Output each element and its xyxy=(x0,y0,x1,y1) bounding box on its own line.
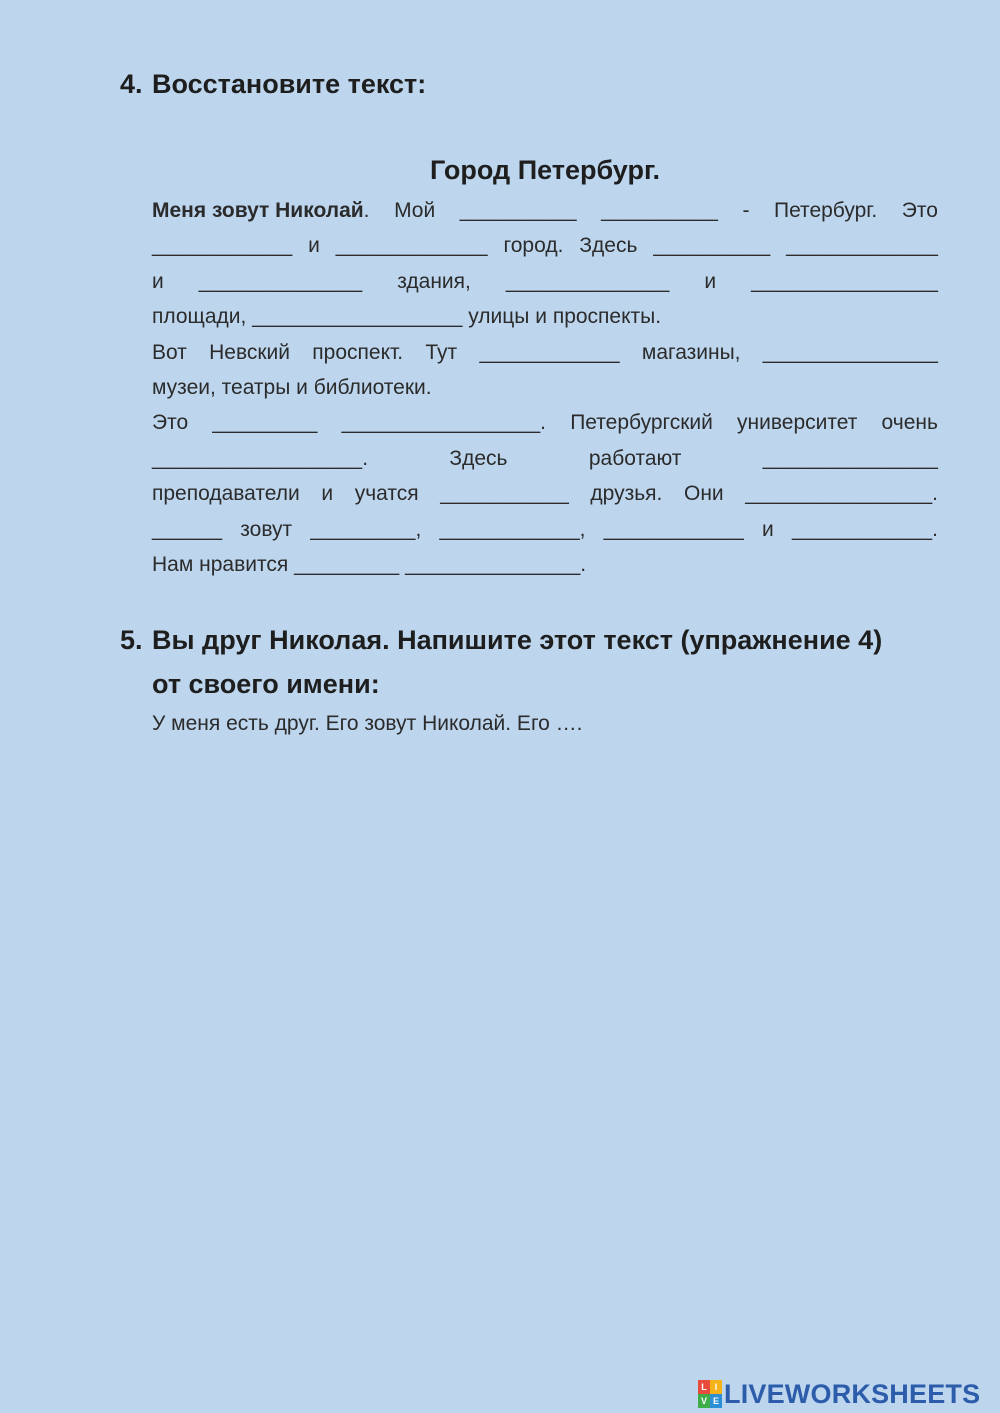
blank[interactable]: _______________ xyxy=(762,446,938,470)
story-word: Здесь xyxy=(579,234,638,258)
story-word: Здесь xyxy=(449,446,508,470)
blank[interactable]: __________ xyxy=(459,199,577,222)
blank[interactable]: ______ xyxy=(152,517,223,541)
logo-mark-letter: E xyxy=(710,1394,722,1408)
blank[interactable]: ____________ xyxy=(603,517,744,541)
story-word: очень xyxy=(881,411,938,435)
liveworksheets-logo xyxy=(698,1376,980,1412)
story-line-9 xyxy=(152,476,938,511)
story-line-2 xyxy=(152,228,938,263)
story-word: и xyxy=(321,482,334,506)
story-word: Тут xyxy=(425,340,458,364)
story-word: улицы xyxy=(468,305,530,329)
story-word: проспекты. xyxy=(552,305,662,329)
blank[interactable]: _____________ xyxy=(335,234,488,258)
story-word: Невский xyxy=(209,340,291,364)
blank[interactable]: _______________. xyxy=(405,552,587,576)
blank[interactable]: _________, xyxy=(310,517,422,541)
exercise-4-number: 4. xyxy=(120,69,143,99)
story-word: Это xyxy=(901,199,938,222)
logo-text: LIVEWORKSHEETS xyxy=(724,1378,981,1409)
blank[interactable]: _______________ xyxy=(762,340,938,364)
blank[interactable]: __________ xyxy=(653,234,771,258)
blank[interactable]: _________ xyxy=(212,411,318,435)
blank[interactable]: __________________. xyxy=(152,446,369,470)
blank[interactable]: ___________ xyxy=(440,482,569,506)
logo-mark-letter: L xyxy=(698,1380,710,1394)
story-word: друзья. xyxy=(590,482,663,506)
story-line-4 xyxy=(152,299,938,334)
story-line-10 xyxy=(152,512,938,547)
logo-mark-letter: I xyxy=(710,1380,722,1394)
blank[interactable]: _________________. xyxy=(341,411,547,435)
story-word: театры xyxy=(221,375,291,399)
story-word: учатся xyxy=(354,482,419,506)
blank[interactable]: ______________ xyxy=(505,269,670,293)
story-word: зовут xyxy=(240,517,293,541)
blank[interactable]: ________________ xyxy=(751,269,938,293)
story-line-6 xyxy=(152,370,938,405)
story-line-1 xyxy=(152,193,938,228)
story-word: музеи, xyxy=(152,375,216,399)
story-word: Мой xyxy=(394,199,436,222)
story-word: университет xyxy=(737,411,858,435)
story-word: - xyxy=(742,199,750,222)
story-word: магазины, xyxy=(641,340,741,364)
exercise-5-example: У меня есть друг. Его зовут Николай. Его …. xyxy=(152,712,583,735)
story-word: и xyxy=(535,305,547,329)
exercise-5-instruction-line-2: от своего имени: xyxy=(152,669,380,699)
blank[interactable]: ____________ xyxy=(479,340,620,364)
blank[interactable]: ____________, xyxy=(439,517,586,541)
story-word: и xyxy=(704,269,717,293)
story-line-5 xyxy=(152,335,938,370)
story-word: здания, xyxy=(397,269,471,293)
blank[interactable]: ____________ xyxy=(152,234,293,258)
period: . xyxy=(363,199,370,222)
story-word: Это xyxy=(152,411,189,435)
story-word: Петербург. xyxy=(773,199,878,222)
story-line-3 xyxy=(152,264,938,299)
story-line-8 xyxy=(152,441,938,476)
story-line-11 xyxy=(152,547,938,582)
story-word: проспект. xyxy=(312,340,404,364)
story-word: библиотеки. xyxy=(313,375,432,399)
story-line-7 xyxy=(152,405,938,440)
exercise-4-heading xyxy=(120,62,426,106)
story-word: и xyxy=(762,517,774,541)
blank[interactable]: __________________ xyxy=(252,305,463,329)
blank[interactable]: __________ xyxy=(601,199,718,222)
story-word: город. xyxy=(503,234,564,258)
blank[interactable]: ____________. xyxy=(791,517,938,541)
story-word: и xyxy=(152,269,164,293)
blank[interactable]: ________________. xyxy=(745,482,938,506)
blank[interactable]: _________ xyxy=(294,552,400,576)
story-title: Город Петербург. xyxy=(429,155,661,185)
story-word: площади, xyxy=(152,305,247,329)
story-word: работают xyxy=(588,446,682,470)
exercise-5-instruction-line-1: Вы друг Николая. Напишите этот текст (упражнение 4) xyxy=(152,625,883,655)
intro-name: Меня зовут Николай xyxy=(152,199,364,222)
story-word xyxy=(152,193,370,228)
story-word: и xyxy=(296,375,308,399)
story-word: нравится xyxy=(199,552,289,576)
exercise-4-instruction: Восстановите текст: xyxy=(152,69,427,99)
blank[interactable]: _____________ xyxy=(786,234,938,258)
logo-mark-letter: V xyxy=(698,1394,710,1408)
blank[interactable]: ______________ xyxy=(198,269,363,293)
story-text xyxy=(152,193,938,582)
story-word: и xyxy=(308,234,320,258)
story-word: Вот xyxy=(152,340,187,364)
exercise-5-heading xyxy=(120,618,940,706)
logo-mark-icon xyxy=(698,1380,722,1408)
story-word: Они xyxy=(684,482,724,506)
story-word: Нам xyxy=(152,552,194,576)
story-word: Петербургский xyxy=(570,411,713,435)
story-word: преподаватели xyxy=(152,482,300,506)
exercise-5-number: 5. xyxy=(120,625,143,655)
